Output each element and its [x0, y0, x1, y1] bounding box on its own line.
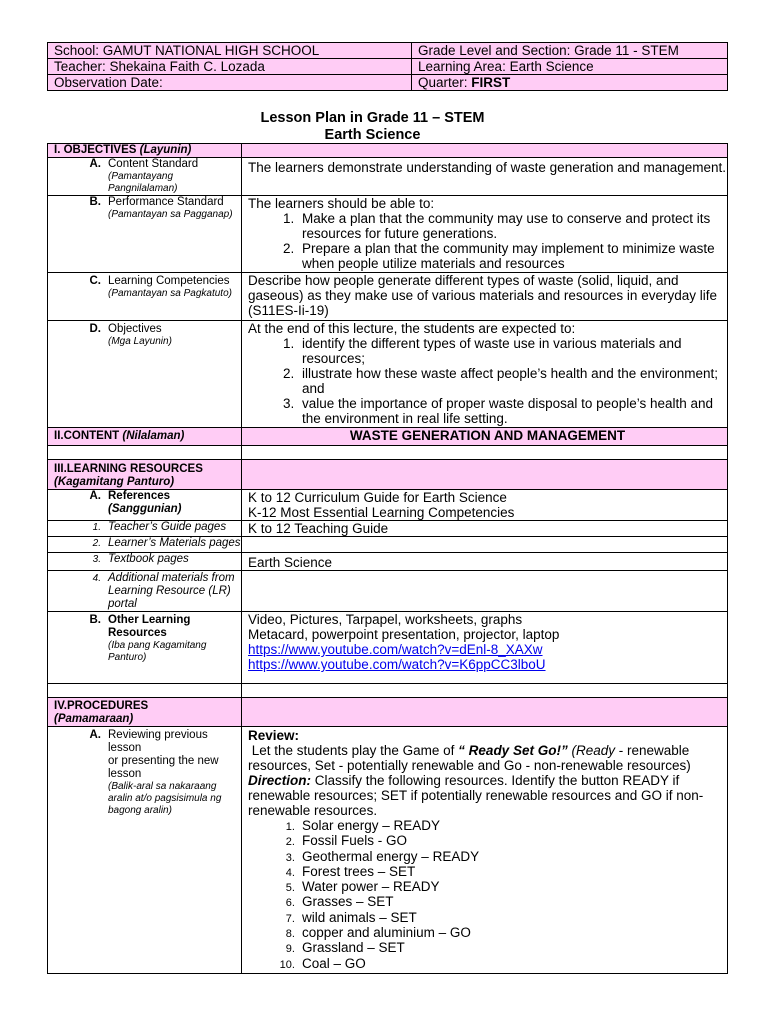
other-resources-text: Video, Pictures, Tarpapel, worksheets, graphs Metacard, powerpoint presentation, projector, laptop https://www.youtube.com/watch?v=dEnl-8_XAXw https://www.youtube.com/watch?v=K6ppCC3lboU: [242, 612, 728, 684]
teacher-cell: Teacher: Shekaina Faith C. Lozada: [48, 59, 412, 75]
grade-cell: Grade Level and Section: Grade 11 - STEM: [412, 43, 728, 59]
school-cell: School: GAMUT NATIONAL HIGH SCHOOL: [48, 43, 412, 59]
list-item: 1. Solar energy – READY: [298, 818, 727, 833]
list-item: 8. copper and aluminium – GO: [298, 925, 727, 940]
page-subtitle: Earth Science: [324, 127, 421, 143]
list-item: 6. Grasses – SET: [298, 894, 727, 909]
list-item: 5. Water power – READY: [298, 879, 727, 894]
learning-competencies-label: C. Learning Competencies (Pamantayan sa Pagkatuto): [48, 273, 242, 321]
content-topic: WASTE GENERATION AND MANAGEMENT: [242, 428, 728, 446]
teachers-guide-text: K to 12 Teaching Guide: [242, 521, 728, 537]
references-label: A. References (Sanggunian): [48, 490, 242, 521]
list-item: 7. wild animals – SET: [298, 910, 727, 925]
performance-standard-label: B. Performance Standard (Pamantayan sa Pagganap): [48, 196, 242, 273]
list-item: 9. Grassland – SET: [298, 940, 727, 955]
content-standard-text: The learners demonstrate understanding of waste generation and management.: [242, 158, 728, 196]
resources-heading: III.LEARNING RESOURCES (Kagamitang Panturo): [48, 460, 242, 490]
procedures-heading: IV.PROCEDURES (Pamamaraan): [48, 698, 242, 727]
textbook-text: Earth Science: [242, 553, 728, 571]
list-item: 3. Geothermal energy – READY: [298, 849, 727, 864]
objectives-heading: I. OBJECTIVES (Layunin): [48, 144, 242, 158]
other-resources-label: B. Other Learning Resources (Iba pang Kagamitang Panturo): [48, 612, 242, 684]
list-item: 2. Fossil Fuels - GO: [298, 833, 727, 848]
quarter-cell: Quarter: FIRST: [412, 75, 728, 91]
review-label: A. Reviewing previous lesson or presenting the new lesson (Balik-aral sa nakaraang aralin at/o pagsisimula ng bagong aralin): [48, 727, 242, 974]
observation-cell: Observation Date:: [48, 75, 412, 91]
list-item: 10. Coal – GO: [298, 956, 727, 971]
page-title: Lesson Plan in Grade 11 – STEM: [260, 110, 485, 126]
references-text: K to 12 Curriculum Guide for Earth Science K-12 Most Essential Learning Competencies: [242, 490, 728, 521]
learning-competencies-text: Describe how people generate different types of waste (solid, liquid, and gaseous) as they make use of various materials and resources in everyday life (S11ES-Ii-19): [242, 273, 728, 321]
objectives-text: At the end of this lecture, the students are expected to: 1. identify the different types of waste use in various materials and resources; 2. illustrate how these waste affect people’s health and the environment; and 3. value the importance of proper waste disposal to people’s health and the environment in real life setting.: [242, 321, 728, 428]
lesson-table: I. OBJECTIVES (Layunin) A. Content Standard (Pamantayang Pangnilalaman) The learners demonstrate understanding of waste generation and management. B. Performance Standard (Pamantayan sa Pagganap) The learners should be able to: 1. Make a plan that the community may use to conserve and protect its resources for future generations. 2. Prepare a plan that the community may implement to minimize waste when people utilize materials and resources C. Learning Competencies (Pamantayan sa Pagkatuto) Describe how people generate different types of waste (solid, liquid, and gaseous) as they make use of various materials and resources in everyday life (S11ES-Ii-19) D. Objectives (Mga Layunin) At the end of this lecture, the students are expected to: 1. identify the different types of waste use in various materials and resources; 2. illustrate how these waste affect people’s health and the environment; and 3. value the importance of proper waste disposal to people’s health and the environment in real life setting. II.CONTENT (Nilalaman) WASTE GENERATION AND MANAGEMENT III.LEARNING RESOURCES (Kagamitang Panturo) A. References (Sanggunian) K to 12 Curriculum Guide for Earth Science K-12 Most Essential Learning Competencies 1. Teacher’s Guide pages K to 12 Teaching Guide 2. Learner’s Materials pages 3. Textbook pages Earth Science 4. Additional materials from Learning Resource (LR) portal B. Other Learning Resources (Iba pang Kagamitang Panturo) Video, Pictures, Tarpapel, worksheets, graphs Metacard, powerpoint presentation, projector, laptop https://www.youtube.com/watch?v=dEnl-8_XAXw https://www.youtube.com/watch?v=K6ppCC3lboU IV.PROCEDURES (Pamamaraan) A. Reviewing previous lesson or presenting the new lesson (Balik-aral sa nakaraang aralin at/o pagsisimula ng bagong aralin) Review: Let the students play the Game of “ Ready Set Go!” (Ready - renewable resources, Set - potentially renewable and Go - non-renewable resources) Direction: Classify the following resources. Identify the button READY if renewable resources; SET if potentially renewable resources and GO if non-renewable resources. 1. Solar energy – READY 2. Fossil Fuels - GO 3. Geothermal energy – READY 4. Forest trees – SET 5. Water power – READY 6. Grasses – SET 7. wild animals – SET 8. copper and aluminium – GO 9. Grassland – SET 10. Coal – GO: [47, 143, 728, 974]
objectives-label: D. Objectives (Mga Layunin): [48, 321, 242, 428]
review-text: Review: Let the students play the Game of “ Ready Set Go!” (Ready - renewable resources, Set - potentially renewable and Go - non-renewable resources) Direction: Classify the following resources. Identify the button READY if renewable resources; SET if potentially renewable resources and GO if non-renewable resources. 1. Solar energy – READY 2. Fossil Fuels - GO 3. Geothermal energy – READY 4. Forest trees – SET 5. Water power – READY 6. Grasses – SET 7. wild animals – SET 8. copper and aluminium – GO 9. Grassland – SET 10. Coal – GO: [242, 727, 728, 974]
resource-list: [248, 818, 727, 971]
content-heading: II.CONTENT (Nilalaman): [48, 428, 242, 446]
area-cell: Learning Area: Earth Science: [412, 59, 728, 75]
content-standard-label: A. Content Standard (Pamantayang Pangnilalaman): [48, 158, 242, 196]
list-item: 4. Forest trees – SET: [298, 864, 727, 879]
video-link-1[interactable]: https://www.youtube.com/watch?v=dEnl-8_XAXw: [248, 642, 543, 657]
header-table: [47, 42, 728, 91]
video-link-2[interactable]: https://www.youtube.com/watch?v=K6ppCC3lboU: [248, 657, 546, 672]
performance-standard-text: The learners should be able to: 1. Make a plan that the community may use to conserve and protect its resources for future generations. 2. Prepare a plan that the community may implement to minimize waste when people utilize materials and resources: [242, 196, 728, 273]
